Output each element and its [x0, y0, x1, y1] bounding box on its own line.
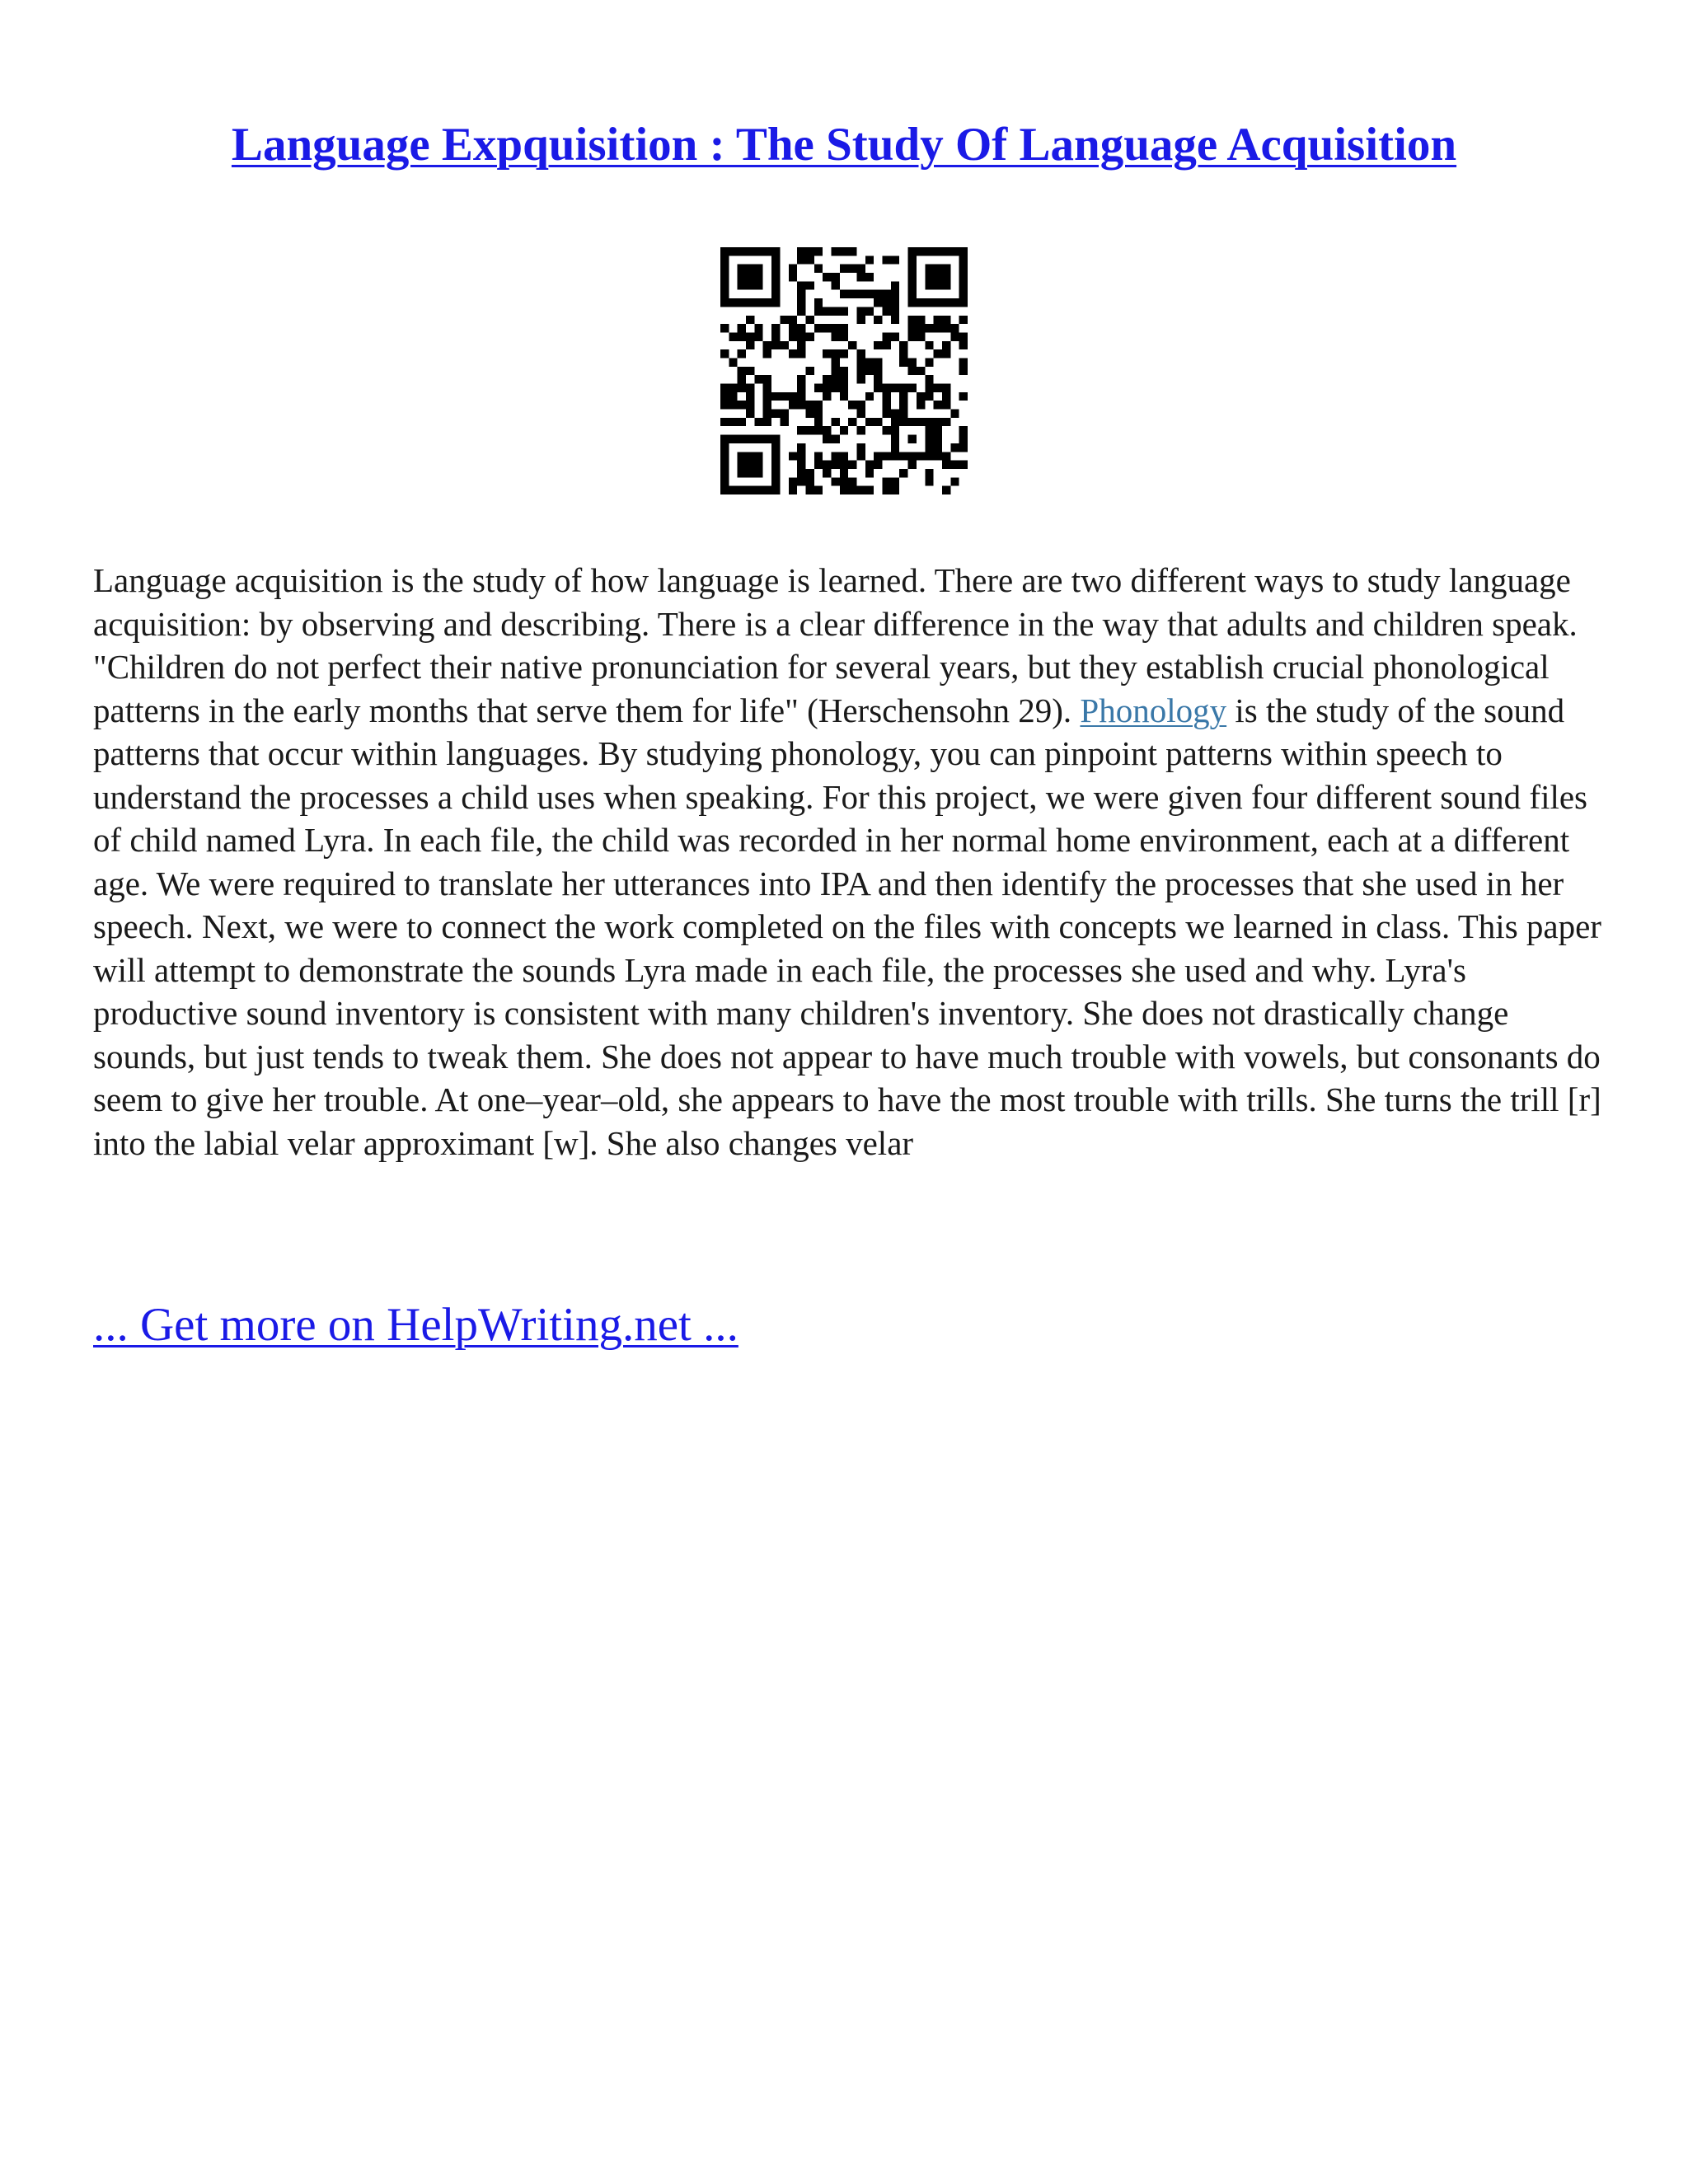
paragraph-text-2: is the study of the sound patterns that occur within languages. By studying phonology, you can pinpoint patterns within speech to understand the processes a child uses when speaking. For this project, we were given four different sound files of child named Lyra. In each file, the child was recorded in her normal home environment, each at a different age. We were required to translate her utterances into IPA and then identify the processes that she used in her speech. Next, we were to connect the work completed on the files with concepts we learned in class. This paper will attempt to demonstrate the sounds Lyra made in each file, the processes she used and why. Lyra's productive sound inventory is consistent with many children's inventory. She does not drastically change sounds, but just tends to tweak them. She does not appear to have much trouble with vowels, but consonants do seem to give her trouble. At one–year–old, she appears to have the most trouble with trills. She turns the trill [r] into the labial velar approximant [w]. She also changes velar: [93, 691, 1601, 1162]
paragraph-text-1: Language acquisition is the study of how language is learned. There are two different ways to study language acquisition: by observing and describing. There is a clear difference in the way that adults and children speak. "Children do not perfect their native pronunciation for several years, but they establish crucial phonological patterns in the early months that serve them for life" (Herschensohn 29).: [93, 561, 1578, 729]
page-title: [0, 115, 1688, 175]
phonology-link[interactable]: Phonology: [1080, 691, 1227, 729]
get-more-link-container: [93, 1296, 738, 1355]
qr-code-icon: [720, 247, 968, 494]
title-link[interactable]: Language Expquisition : The Study Of Language Acquisition: [231, 119, 1457, 171]
get-more-link[interactable]: ... Get more on HelpWriting.net ...: [93, 1299, 738, 1351]
body-paragraph: [93, 559, 1601, 1165]
